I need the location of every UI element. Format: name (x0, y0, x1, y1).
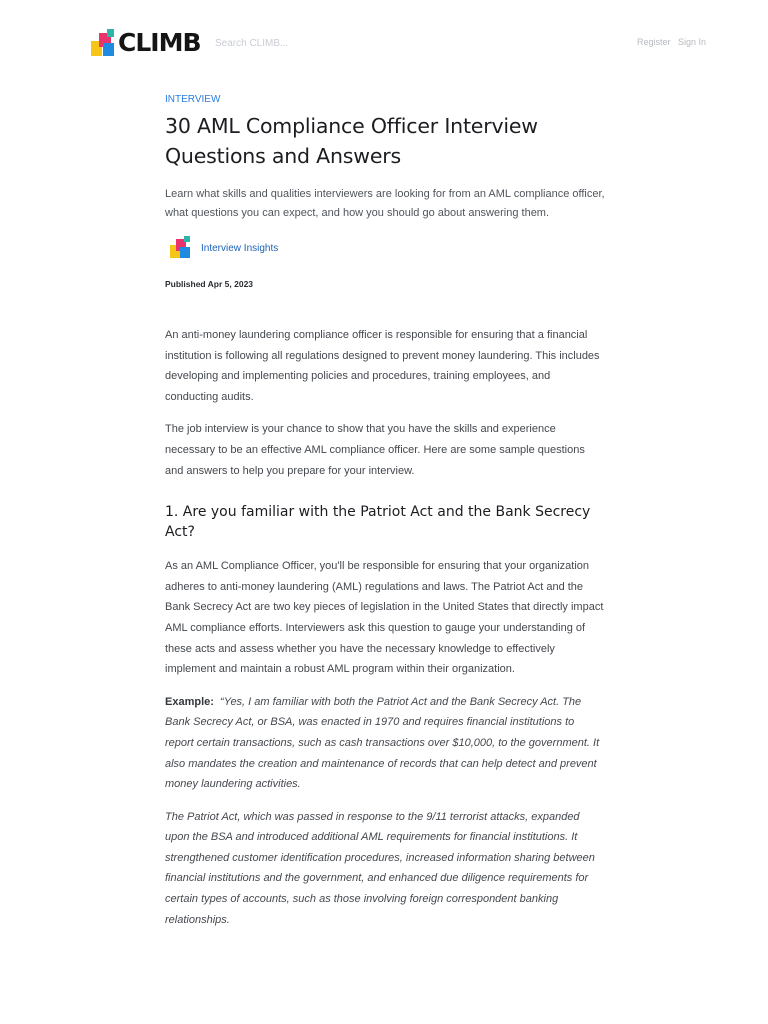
climb-logo-icon (91, 29, 115, 57)
article-category-link[interactable]: INTERVIEW (165, 94, 221, 105)
question-1-explanation: As an AML Compliance Officer, you'll be responsible for ensuring that your organization adheres to anti-money laundering (AML) regulations and laws. The Patriot Act and the Bank Secrecy Act are two key pieces of legislation in the United States that directly impact AML compliance efforts. Interviewers ask this question to gauge your understanding of these acts and assess whether you have the necessary knowledge to effectively implement and maintain a robust AML program within their organization. (165, 560, 604, 676)
article-lede: Learn what skills and qualities interviewers are looking for from an AML compliance officer, what questions you can expect, and how you should go about answering them. (165, 188, 605, 219)
author-avatar-icon (170, 236, 192, 260)
question-1-example-continued: The Patriot Act, which was passed in response to the 9/11 terrorist attacks, expanded upon the BSA and introduced additional AML requirements for financial institutions. It strengthened customer identification procedures, increased information sharing between financial institutions and the government, and enhanced due diligence requirements for certain types of accounts, such as those involving foreign correspondent banking relationships. (165, 810, 595, 926)
example-label: Example: (165, 695, 214, 708)
search-input[interactable] (215, 35, 465, 51)
example-answer-text: “Yes, I am familiar with both the Patriot Act and the Bank Secrecy Act. The Bank Secrecy Act, or BSA, was enacted in 1970 and requires financial institutions to report certain transactions, such as cash transactions over $10,000, to the government. It also mandates the creation and maintenance of records that can help detect and prevent money laundering activities. (165, 695, 600, 791)
question-1-example (165, 692, 605, 795)
intro-paragraph-2: The job interview is your chance to show that you have the skills and experience necessary to be an effective AML compliance officer. Here are some sample questions and answers to help you prepare for your interview. (165, 423, 585, 477)
question-1-heading: 1. Are you familiar with the Patriot Act and the Bank Secrecy Act? (165, 504, 591, 541)
published-date: Published Apr 5, 2023 (165, 279, 254, 289)
logo-text: CLIMB (118, 28, 201, 57)
top-navigation-bar (0, 0, 768, 86)
climb-logo[interactable] (91, 28, 201, 58)
sign-in-link[interactable]: Sign In (678, 37, 707, 47)
register-link[interactable]: Register (637, 37, 671, 47)
intro-paragraph-1: An anti-money laundering compliance officer is responsible for ensuring that a financial institution is following all regulations designed to prevent money laundering. This includes developing and implementing policies and procedures, training employees, and conducting audits. (165, 329, 600, 403)
article-title: 30 AML Compliance Officer Interview Questions and Answers (165, 114, 538, 168)
author-byline (165, 234, 605, 262)
article (165, 92, 605, 930)
author-name-link[interactable]: Interview Insights (201, 242, 279, 254)
